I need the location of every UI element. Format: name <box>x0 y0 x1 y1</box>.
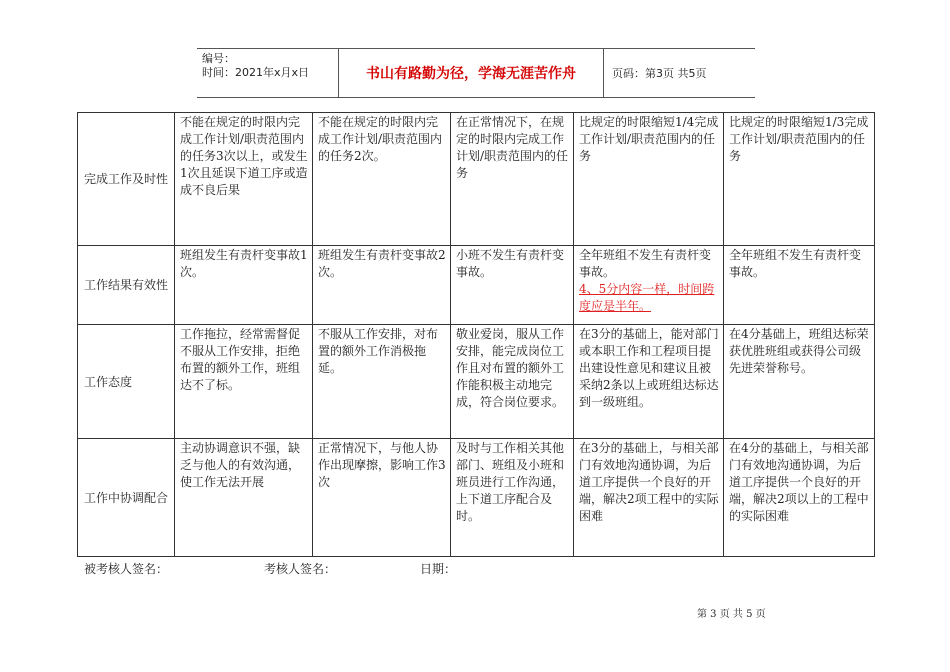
page-footer: 第 3 页 共 5 页 <box>697 609 766 620</box>
number-label: 编号： <box>202 52 235 65</box>
score-cell: 班组发生有责杆变事故1次。 <box>175 246 313 325</box>
score-cell: 在正常情况下，在规定的时限内完成工作计划/职责范围内的任务 <box>451 113 574 246</box>
date-label: 日期： <box>420 562 457 576</box>
assessor-signature-label: 考核人签名： <box>264 562 337 576</box>
evaluation-table <box>77 112 875 557</box>
score-cell: 敬业爱岗，服从工作安排，能完成岗位工作且对布置的额外工作能积极主动地完成，符合岗位要求。 <box>451 325 574 439</box>
table-row <box>78 325 875 439</box>
score-cell: 比规定的时限缩短1/3完成工作计划/职责范围内的任务 <box>724 113 875 246</box>
table-row <box>78 246 875 325</box>
score-cell: 班组发生有责杆变事故2次。 <box>313 246 451 325</box>
category-cell: 完成工作及时性 <box>78 113 175 246</box>
score-cell: 在4分的基础上，与相关部门有效地沟通协调，为后道工序提供一个良好的开端，解决2项以上的工程中的实际困难 <box>724 439 875 557</box>
score-cell: 不服从工作安排，对布置的额外工作消极拖延。 <box>313 325 451 439</box>
score-cell: 在4分基础上，班组达标荣获优胜班组或获得公司级先进荣誉称号。 <box>724 325 875 439</box>
score-cell: 及时与工作相关其他部门、班组及小班和班员进行工作沟通，上下道工序配合及时。 <box>451 439 574 557</box>
assessee-signature-label: 被考核人签名： <box>84 562 169 576</box>
table-row <box>78 439 875 557</box>
page-label: 页码：第3页 共5页 <box>612 67 707 80</box>
score-cell: 小班不发生有责杆变事故。 <box>451 246 574 325</box>
score-cell <box>574 246 724 325</box>
score-cell: 主动协调意识不强，缺乏与他人的有效沟通，使工作无法开展 <box>175 439 313 557</box>
header-meta <box>197 49 339 97</box>
motto: 书山有路勤为径，学海无涯苦作舟 <box>339 49 604 97</box>
score-cell: 比规定的时限缩短1/4完成工作计划/职责范围内的任务 <box>574 113 724 246</box>
category-cell: 工作结果有效性 <box>78 246 175 325</box>
review-note: 4、5分内容一样，时间跨度应是半年。 <box>579 282 715 313</box>
score-cell: 不能在规定的时限内完成工作计划/职责范围内的任务2次。 <box>313 113 451 246</box>
category-cell: 工作中协调配合 <box>78 439 175 557</box>
score-cell: 正常情况下，与他人协作出现摩擦，影响工作3次 <box>313 439 451 557</box>
score-cell: 不能在规定的时限内完成工作计划/职责范围内的任务3次以上，或发生1次且延误下道工序或造成不良后果 <box>175 113 313 246</box>
score-cell: 全年班组不发生有责杆变事故。 <box>724 246 875 325</box>
table-row <box>78 113 875 246</box>
page-header <box>197 48 755 98</box>
score-cell: 在3分的基础上，与相关部门有效地沟通协调，为后道工序提供一个良好的开端，解决2项工程中的实际困难 <box>574 439 724 557</box>
cell-text: 全年班组不发生有责杆变事故。 <box>579 248 712 279</box>
category-cell: 工作态度 <box>78 325 175 439</box>
score-cell: 工作拖拉，经常需督促不服从工作安排，拒绝布置的额外工作，班组达不了标。 <box>175 325 313 439</box>
time-label: 时间：2021年x月x日 <box>202 66 310 79</box>
score-cell: 在3分的基础上，能对部门或本职工作和工程项目提出建设性意见和建议且被采纳2条以上或班组达标达到一级班组。 <box>574 325 724 439</box>
